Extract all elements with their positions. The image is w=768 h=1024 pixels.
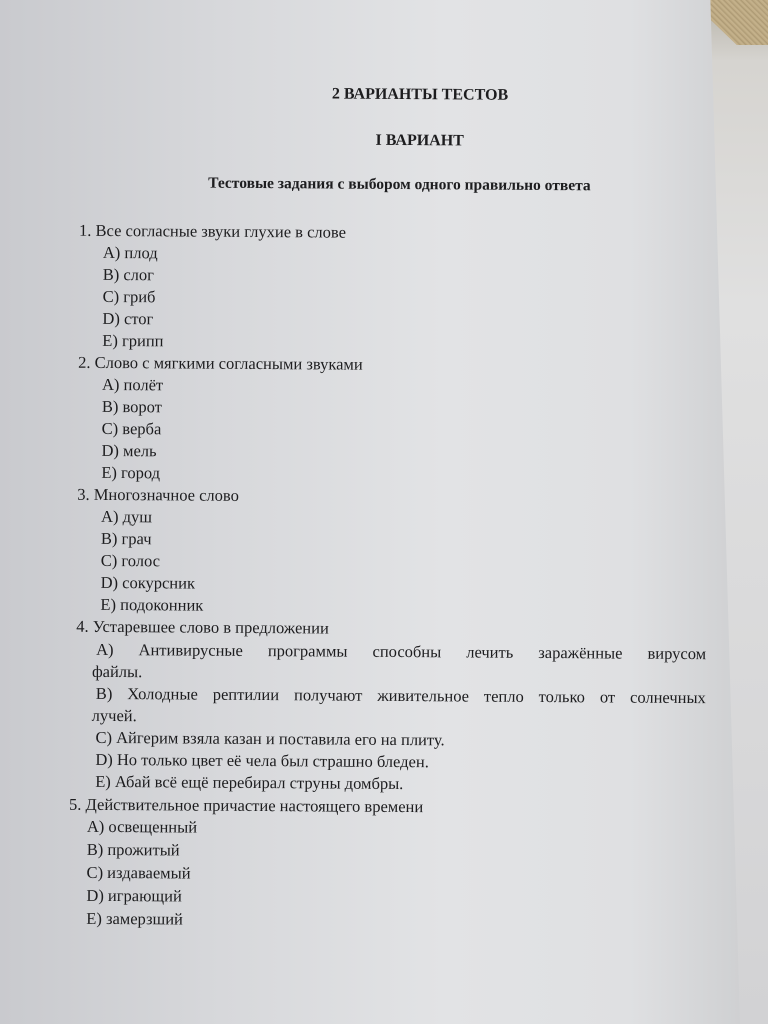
q5-option-e: E) замерзший [86,908,183,929]
q4-option-e: E) Абай всё ещё перебирал струны домбры. [95,771,404,794]
q5-option-a: A) освещенный [86,816,198,837]
q4-option-c: C) Айгерим взяла казан и поставила его на плиту. [95,727,445,750]
question-2: 2. Слово с мягкими согласными звуками [78,352,363,374]
q2-option-c: C) верба [101,418,162,439]
variant-heading: I ВАРИАНТ [375,131,464,150]
q5-option-b: B) прожитый [86,839,180,860]
q1-option-d: D) стог [102,308,154,329]
q3-option-a: A) душ [101,506,153,527]
q2-option-e: E) город [101,462,161,483]
q1-option-a: A) плод [102,242,158,263]
q3-option-c: C) голос [100,550,161,571]
q4-option-b: B) Холодные рептилии получают живительное тепло только от солнечных [95,683,706,708]
q4-option-a: A) Антивирусные программы способны лечить заражённые вирусом [96,639,707,664]
q4-option-a-cont: файлы. [91,661,143,682]
question-5: 5. Действительное причастие настоящего времени [69,794,424,817]
q5-option-d: D) играющий [86,885,182,906]
q1-option-e: E) грипп [102,330,164,351]
q2-option-a: A) полёт [101,374,164,395]
test-subtitle: Тестовые задания с выбором одного правильно ответа [208,174,591,195]
question-4: 4. Устаревшее слово в предложении [76,616,329,638]
q3-option-e: E) подоконник [100,594,204,615]
section-heading: 2 ВАРИАНТЫ ТЕСТОВ [331,85,509,104]
q2-option-b: B) ворот [101,396,162,417]
q3-option-d: D) сокурсник [100,572,196,593]
q1-option-c: C) гриб [102,286,156,307]
q3-option-b: B) грач [100,528,152,549]
question-3: 3. Многозначное слово [77,484,239,505]
q2-option-d: D) мель [101,440,157,461]
q4-option-b-cont: лучей. [91,705,137,726]
q4-option-d: D) Но только цвет её чела был страшно бледен. [95,749,429,772]
question-1: 1. Все согласные звуки глухие в слове [79,220,347,242]
q5-option-c: C) издаваемый [86,862,191,883]
q1-option-b: B) слог [102,264,155,285]
